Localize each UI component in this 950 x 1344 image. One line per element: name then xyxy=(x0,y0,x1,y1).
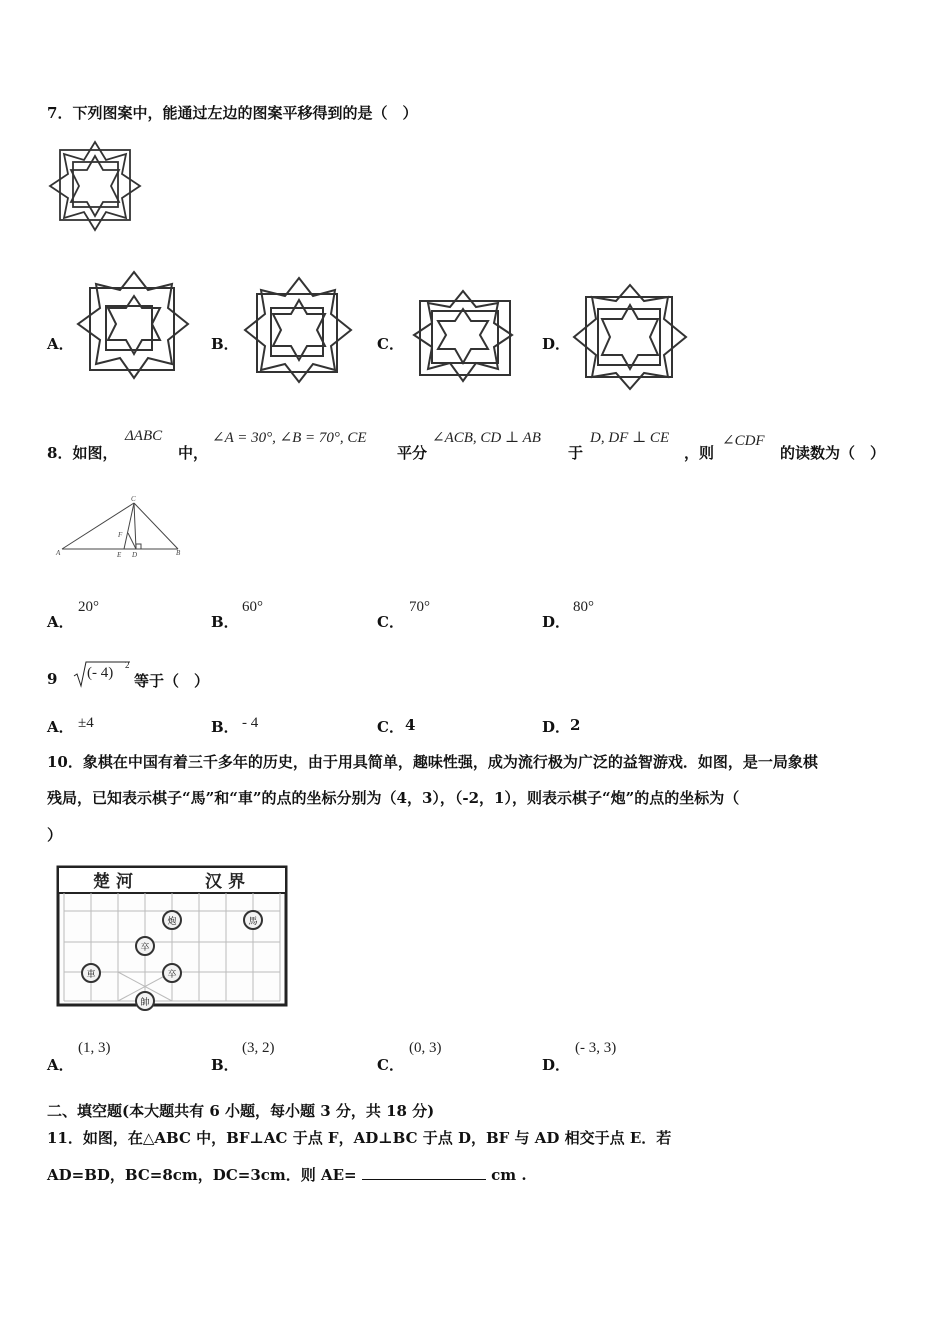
piece-ju: 車 xyxy=(86,970,96,980)
piece-ma: 馬 xyxy=(248,917,258,927)
q9-option-d-value[interactable]: 2 xyxy=(570,716,581,734)
q10-text-line3: ） xyxy=(47,826,63,844)
q8-triangle-figure xyxy=(56,495,186,560)
q10-option-d-value[interactable]: (- 3, 3) xyxy=(575,1040,617,1056)
q9-radicand: (- 4) xyxy=(87,665,114,681)
q9-option-a-value[interactable]: ±4 xyxy=(78,715,94,731)
q8-number-row xyxy=(47,442,117,463)
q10-option-c-label[interactable]: C． xyxy=(377,1056,404,1074)
board-river-left: 楚河 xyxy=(93,872,139,892)
q7-text: ．下列图案中，能通过左边的图案平移得到的是（ ） xyxy=(57,104,418,122)
q7-option-b-figure[interactable] xyxy=(243,276,353,386)
q10-option-d-label[interactable]: D． xyxy=(542,1056,571,1074)
q8-option-b-label[interactable]: B． xyxy=(211,613,239,631)
board-river-right: 汉界 xyxy=(205,872,251,892)
q8-option-d-value[interactable]: 80° xyxy=(573,599,594,615)
q9-number: 9 xyxy=(47,670,58,688)
q10-line1 xyxy=(47,751,818,772)
q10-option-a-value[interactable]: (1, 3) xyxy=(78,1040,111,1056)
fig8-label-b: B xyxy=(176,549,181,557)
fig8-label-d: D xyxy=(132,551,138,559)
q8-bisect: ∠ACB, CD ⊥ AB xyxy=(432,430,541,446)
q11-text-line2b: cm . xyxy=(491,1166,527,1184)
piece-shuai: 帥 xyxy=(140,998,150,1008)
q8-prefix: ．如图， xyxy=(57,444,118,462)
q10-text-line1: ．象棋在中国有着三千多年的历史，由于用具简单，趣味性强，成为流行极为广泛的益智游戏．如图，是一局象棋 xyxy=(67,753,818,771)
fig8-label-f: F xyxy=(118,531,123,539)
q9-option-b-label[interactable]: B． xyxy=(211,718,239,736)
q8-option-d-label[interactable]: D． xyxy=(542,613,571,631)
q8-suffix: 的读数为（ ） xyxy=(780,444,886,462)
q11-line2 xyxy=(47,1164,527,1185)
q8-ze: ，则 xyxy=(684,444,715,462)
q11-text-line2a: AD=BD，BC=8cm，DC=3cm．则 AE= xyxy=(47,1166,357,1184)
q7-option-d-label[interactable]: D． xyxy=(542,335,571,353)
q10-number: 10 xyxy=(47,753,68,771)
q9-exponent: 2 xyxy=(125,660,130,670)
q10-option-c-value[interactable]: (0, 3) xyxy=(409,1040,442,1056)
q9-option-a-label[interactable]: A． xyxy=(47,718,74,736)
q7-option-d-figure[interactable] xyxy=(572,283,688,391)
q10-option-b-value[interactable]: (3, 2) xyxy=(242,1040,275,1056)
fig8-label-e: E xyxy=(117,551,122,559)
section2-heading: 二、填空题(本大题共有 6 小题，每小题 3 分，共 18 分) xyxy=(47,1102,435,1120)
q7-reference-figure xyxy=(48,140,143,232)
q10-chess-board xyxy=(55,864,290,1010)
piece-zu-2: 卒 xyxy=(167,970,177,980)
q8-option-b-value[interactable]: 60° xyxy=(242,599,263,615)
q8-number: 8 xyxy=(47,444,58,462)
q8-option-a-value[interactable]: 20° xyxy=(78,599,99,615)
q7-option-a-label[interactable]: A． xyxy=(47,335,74,353)
q7-option-c-label[interactable]: C． xyxy=(377,335,404,353)
piece-zu-1: 卒 xyxy=(140,943,150,953)
q8-triangle: ΔABC xyxy=(125,428,163,444)
q8-yu: 于 xyxy=(568,444,584,462)
q8-zhong: 中， xyxy=(178,444,209,462)
q8-angles: ∠A = 30°, ∠B = 70°, CE xyxy=(212,430,367,446)
q11-answer-blank[interactable] xyxy=(362,1165,486,1180)
q9-option-c-value[interactable]: 4 xyxy=(405,716,416,734)
piece-pao: 炮 xyxy=(167,917,177,927)
q9-option-b-value[interactable]: - 4 xyxy=(242,715,259,731)
q7-option-a-figure[interactable] xyxy=(76,268,191,388)
q7-option-b-label[interactable]: B． xyxy=(211,335,239,353)
fig8-label-a: A xyxy=(56,549,61,557)
q9-option-c-label[interactable]: C． xyxy=(377,718,404,736)
q9-option-d-label[interactable]: D． xyxy=(542,718,571,736)
q8-perp: D, DF ⊥ CE xyxy=(590,430,670,446)
q7-option-c-figure[interactable] xyxy=(410,289,516,383)
q8-target: ∠CDF xyxy=(722,433,765,449)
q8-pingfen: 平分 xyxy=(397,444,428,462)
fig8-label-c: C xyxy=(131,495,136,503)
q8-option-c-label[interactable]: C． xyxy=(377,613,404,631)
q11-line1 xyxy=(47,1127,671,1148)
q9-suffix: 等于（ ） xyxy=(134,672,210,690)
q11-text-line1: ．如图，在△ABC 中，BF⊥AC 于点 F，AD⊥BC 于点 D，BF 与 AD 相交于点 E．若 xyxy=(67,1129,672,1147)
q7-number: 7 xyxy=(47,104,58,122)
q10-option-b-label[interactable]: B． xyxy=(211,1056,239,1074)
q10-text-line2: 残局，已知表示棋子“馬”和“車”的点的坐标分别为（4，3），（-2，1），则表示棋子“炮”的点的坐标为（ xyxy=(47,789,740,807)
q11-number: 11 xyxy=(47,1129,68,1147)
q8-option-a-label[interactable]: A． xyxy=(47,613,74,631)
q8-option-c-value[interactable]: 70° xyxy=(409,599,430,615)
q10-option-a-label[interactable]: A． xyxy=(47,1056,74,1074)
q7-stem xyxy=(47,102,417,123)
